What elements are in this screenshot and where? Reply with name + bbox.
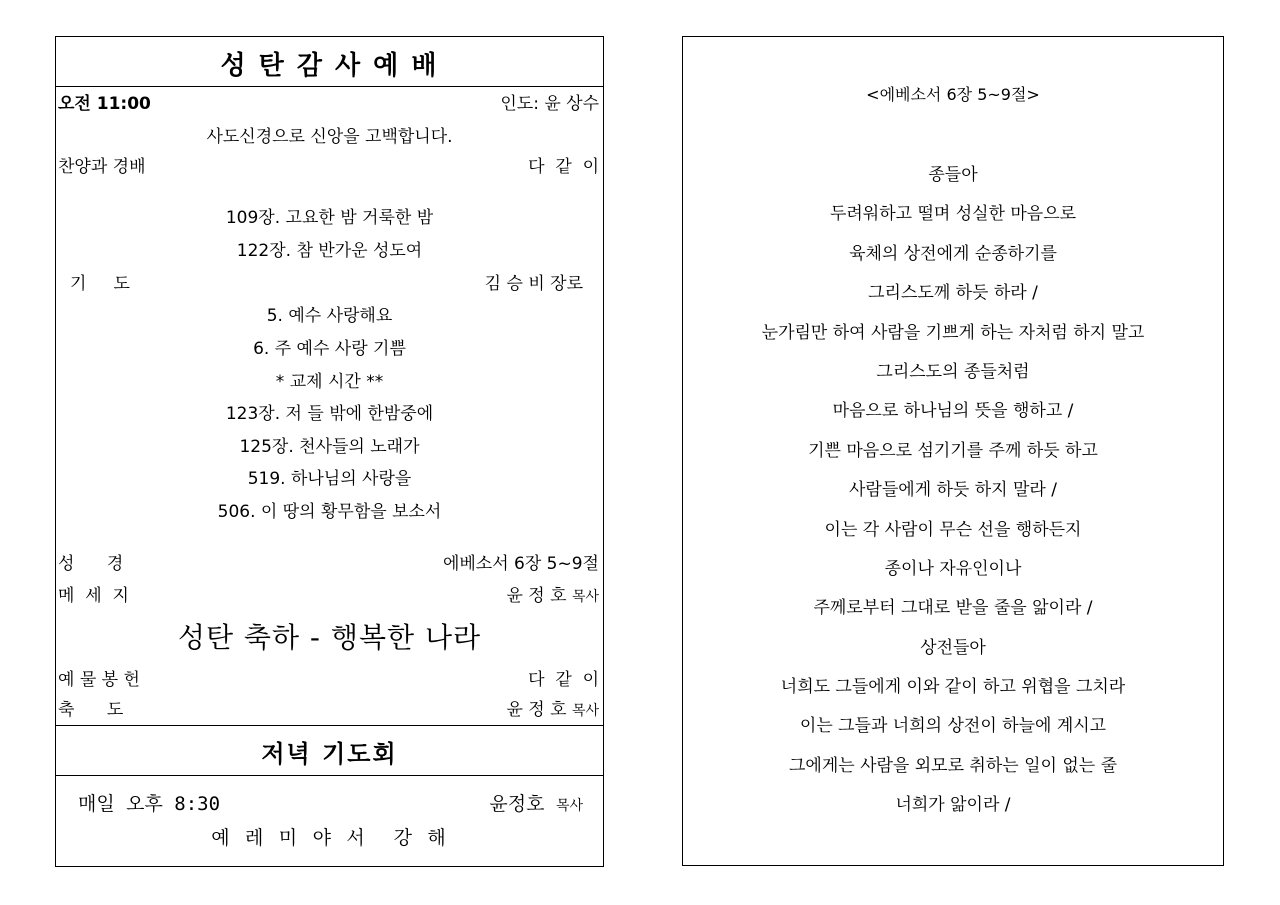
scripture-row	[56, 553, 603, 575]
verse-line: 상전들아	[920, 637, 986, 658]
worship-order-panel	[55, 36, 604, 867]
hymn-text: 123장. 저 들 밖에 한밤중에	[225, 404, 434, 424]
prayer-label: 기 도	[70, 274, 130, 294]
hymn-text: 506. 이 땅의 황무함을 보소서	[217, 502, 442, 522]
hymn-text: 519. 하나님의 사랑을	[247, 469, 412, 489]
verse-line: 그리스도의 종들처럼	[876, 361, 1030, 382]
divider	[56, 775, 603, 776]
verse-line: 그에게는 사람을 외모로 취하는 일이 없는 줄	[788, 755, 1118, 776]
praise-label: 찬양과 경배	[58, 157, 146, 177]
verse-line: 그리스도께 하듯 하라 /	[868, 283, 1038, 304]
creed-text: 사도신경으로 신앙을 고백합니다.	[206, 127, 453, 147]
evening-pastor-name: 윤정호	[489, 793, 545, 815]
praise-row	[56, 156, 603, 178]
fellowship-text: * 교제 시간 **	[275, 372, 384, 392]
pastor-title: 목사	[571, 589, 599, 605]
pastor-name: 윤 정 호	[506, 700, 567, 720]
prayer-row	[56, 273, 603, 295]
message-row	[56, 585, 603, 607]
verse-line: 눈가림만 하여 사람을 기쁘게 하는 자처럼 하지 말고	[761, 322, 1145, 343]
hymn-line	[56, 436, 603, 458]
evening-study: 예 레 미 야 서 강 해	[211, 827, 448, 849]
verse-line: 너희도 그들에게 이와 같이 하고 위협을 그치라	[780, 677, 1126, 698]
evening-time-row	[56, 791, 603, 817]
evening-title: 저녁 기도회	[261, 739, 398, 768]
evening-study-row	[56, 825, 603, 851]
hymn-line	[56, 338, 603, 360]
hymn-line	[56, 403, 603, 425]
hymn-text: 6. 주 예수 사랑 기쁨	[253, 339, 406, 359]
verse-list	[683, 162, 1223, 832]
verse-line: 종이나 자유인이나	[884, 558, 1022, 579]
offering-by: 다 같 이	[528, 670, 599, 690]
benediction-by	[506, 699, 599, 722]
hymn-line	[56, 501, 603, 523]
service-leader: 인도: 윤 상수	[500, 94, 599, 114]
hymn-line	[56, 305, 603, 327]
pastor-title: 목사	[571, 703, 599, 719]
hymn-line	[56, 468, 603, 490]
verse-line: 너희가 앎이라 /	[895, 795, 1011, 816]
pastor-name: 윤 정 호	[506, 586, 567, 606]
offering-row	[56, 669, 603, 691]
hymn-line	[56, 207, 603, 229]
verse-line: 이는 각 사람이 무슨 선을 행하든지	[824, 519, 1082, 540]
divider	[56, 725, 603, 726]
scripture-panel	[682, 36, 1224, 866]
hymn-line	[56, 240, 603, 262]
verse-line: 종들아	[928, 165, 978, 185]
message-label: 메 세 지	[58, 586, 129, 606]
time-row	[56, 93, 603, 115]
scripture-ref: 에베소서 6장 5~9절	[442, 554, 599, 574]
verse-line: 육체의 상전에게 순종하기를	[849, 243, 1057, 264]
service-title: 성 탄 감 사 예 배	[220, 51, 439, 81]
offering-label: 예 물 봉 헌	[58, 670, 140, 690]
hymn-line	[56, 371, 603, 393]
creed-row	[56, 126, 603, 148]
evening-by	[489, 791, 583, 819]
evening-pastor-title: 목사	[555, 798, 583, 814]
evening-time: 매일 오후 8:30	[78, 793, 221, 815]
verse-line: 이는 그들과 너희의 상전이 하늘에 계시고	[799, 716, 1107, 737]
message-by	[506, 585, 599, 608]
verse-line: 기쁜 마음으로 섬기기를 주께 하듯 하고	[808, 440, 1098, 461]
prayer-by: 김 승 비 장로	[484, 274, 583, 294]
hymn-text: 122장. 참 반가운 성도여	[236, 241, 423, 261]
sermon-title: 성탄 축하 - 행복한 나라	[177, 621, 482, 654]
scripture-heading: <에베소서 6장 5~9절>	[866, 85, 1040, 104]
verse-line: 마음으로 하나님의 뜻을 행하고 /	[832, 401, 1074, 422]
benediction-row	[56, 699, 603, 721]
hymn-text: 125장. 천사들의 노래가	[239, 437, 420, 457]
service-time: 오전 11:00	[58, 94, 151, 114]
verse-line: 사람들에게 하듯 하지 말라 /	[849, 480, 1057, 501]
praise-by: 다 같 이	[528, 157, 599, 177]
benediction-label: 축 도	[58, 700, 124, 720]
verse-line: 두려워하고 떨며 성실한 마음으로	[829, 204, 1077, 225]
divider	[56, 86, 603, 87]
verse-line: 주께로부터 그대로 받을 줄을 앎이라 /	[813, 598, 1093, 619]
hymn-text: 5. 예수 사랑해요	[266, 306, 393, 326]
scripture-label: 성 경	[58, 554, 124, 574]
hymn-text: 109장. 고요한 밤 거룩한 밤	[225, 208, 434, 228]
